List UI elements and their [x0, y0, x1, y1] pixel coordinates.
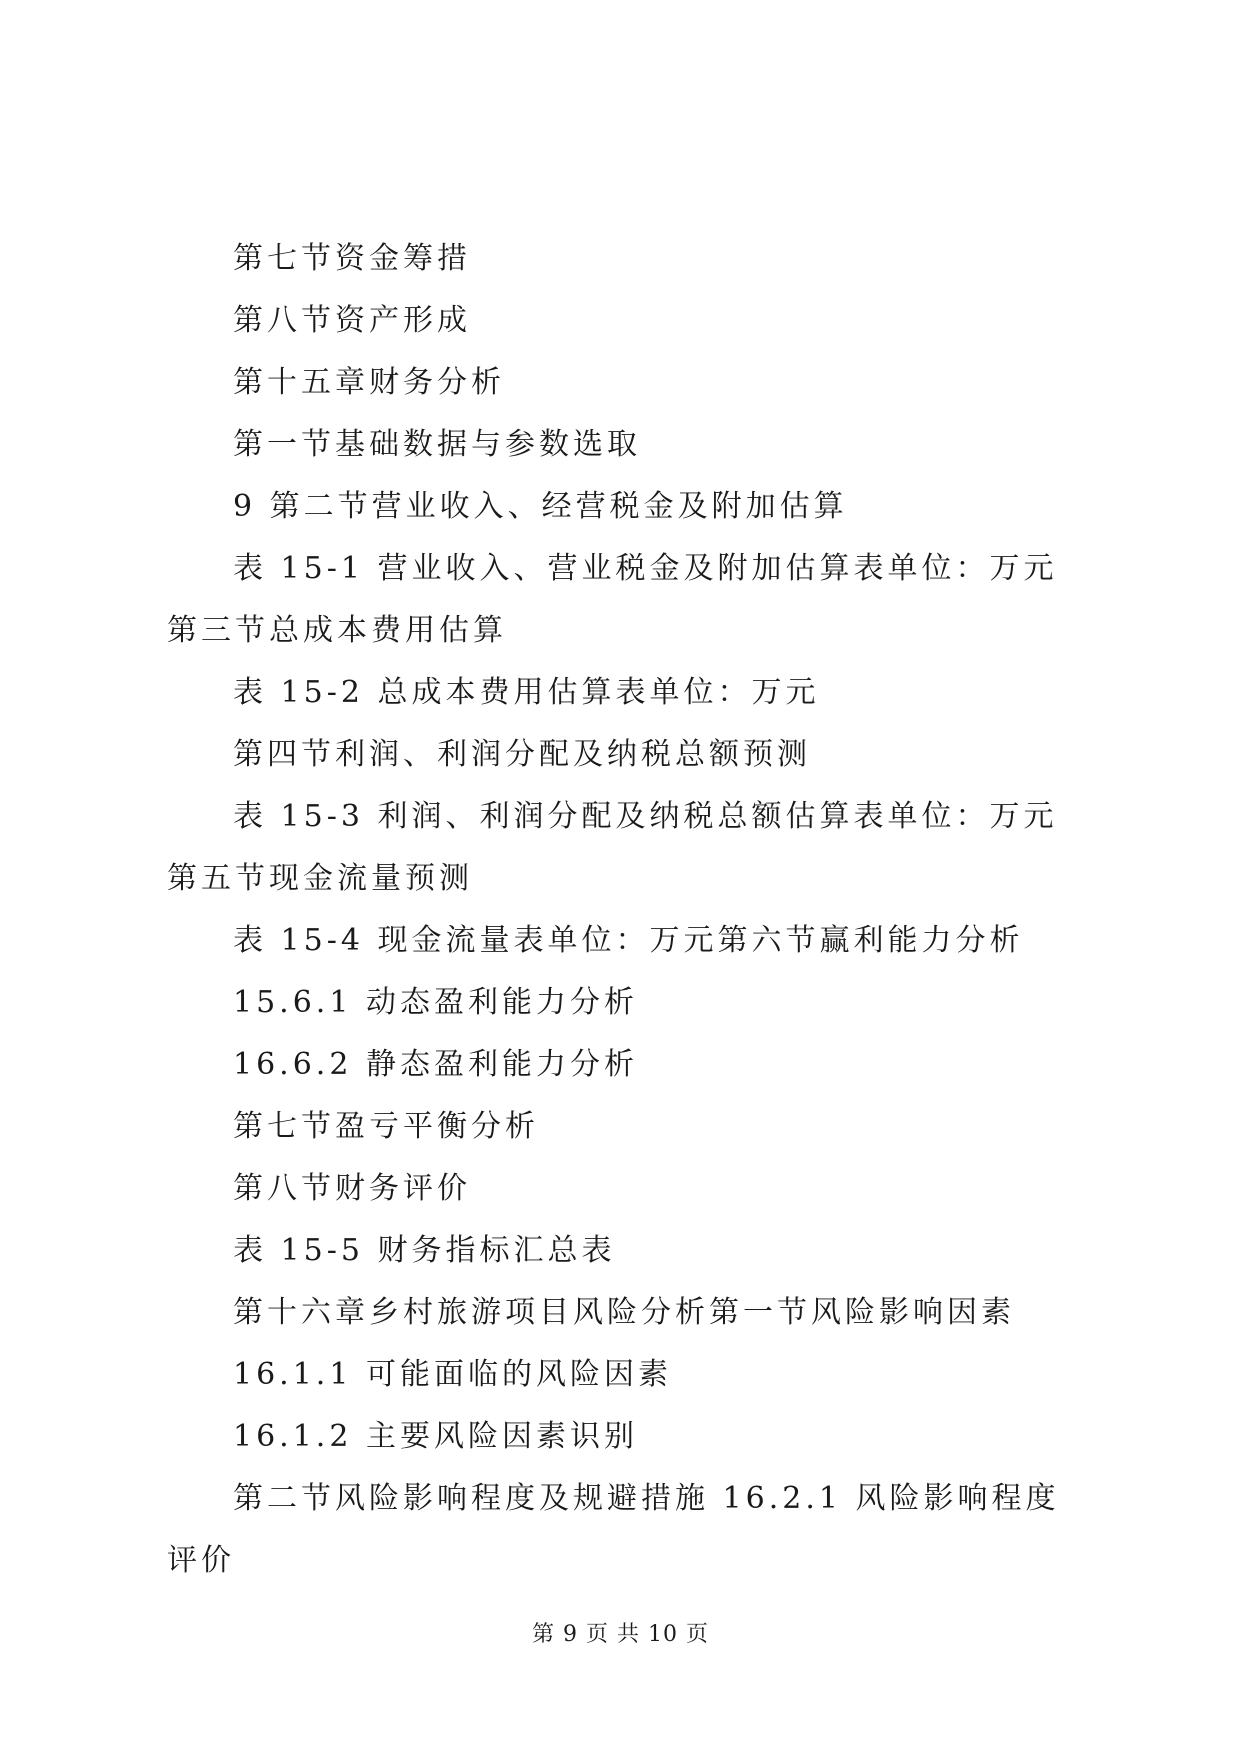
- paragraph: 第八节资产形成: [233, 303, 471, 338]
- paragraph: 第二节风险影响程度及规避措施 16.2.1 风险影响程度评价: [167, 1481, 1060, 1578]
- paragraph: 第十六章乡村旅游项目风险分析第一节风险影响因素: [233, 1295, 1015, 1330]
- paragraph: 第十五章财务分析: [233, 365, 505, 400]
- paragraph: 16.6.2 静态盈利能力分析: [233, 1047, 638, 1082]
- paragraph: 第四节利润、利润分配及纳税总额预测: [233, 737, 811, 772]
- paragraph: 表 15-5 财务指标汇总表: [233, 1233, 616, 1268]
- paragraph: 第七节资金筹措: [233, 241, 471, 276]
- paragraph: 16.1.1 可能面临的风险因素: [233, 1357, 672, 1392]
- paragraph: 15.6.1 动态盈利能力分析: [233, 985, 638, 1020]
- paragraph: 第七节盈亏平衡分析: [233, 1109, 539, 1144]
- document-body: [167, 228, 1087, 1592]
- paragraph: 9 第二节营业收入、经营税金及附加估算: [233, 489, 848, 524]
- paragraph: 表 15-3 利润、利润分配及纳税总额估算表单位：万元第五节现金流量预测: [167, 799, 1058, 896]
- paragraph: 表 15-4 现金流量表单位：万元第六节赢利能力分析: [233, 923, 1024, 958]
- paragraph: 表 15-1 营业收入、营业税金及附加估算表单位：万元第三节总成本费用估算: [167, 551, 1058, 648]
- paragraph: 第一节基础数据与参数选取: [233, 427, 641, 462]
- paragraph: 表 15-2 总成本费用估算表单位：万元: [233, 675, 820, 710]
- page-number-footer: 第 9 页 共 10 页: [532, 1622, 709, 1647]
- paragraph: 16.1.2 主要风险因素识别: [233, 1419, 638, 1454]
- paragraph: 第八节财务评价: [233, 1171, 471, 1206]
